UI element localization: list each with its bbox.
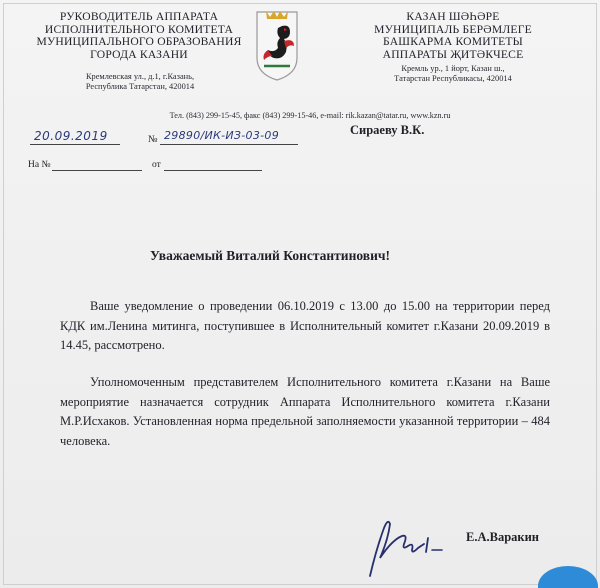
- date-underline: [30, 144, 120, 145]
- contact-line: Тел. (843) 299-15-45, факс (843) 299-15-46, e-mail: rik.kazan@tatar.ru, www.kzn.ru: [169, 111, 451, 120]
- handwritten-number: 29890/ИК-ИЗ-03-09: [164, 129, 280, 142]
- header-right-title: [330, 11, 576, 61]
- reference-date-blank: [164, 170, 262, 171]
- body-paragraph: Уполномоченным представителем Исполнительного комитета г.Казани на Ваше мероприятие назначается сотрудник Аппарата Исполнительного комитета г.Казани М.Р.Исхаков. Установленная норма предельной заполняемости указанной территории – 484 человека.: [60, 375, 550, 448]
- header-right-line: БАШКАРМА КОМИТЕТЫ: [383, 35, 523, 49]
- number-sign: №: [148, 134, 158, 145]
- header-left-line: МУНИЦИПАЛЬНОГО ОБРАЗОВАНИЯ: [36, 35, 242, 49]
- signer-name: Е.А.Варакин: [466, 530, 540, 544]
- header-left-line: ГОРОДА КАЗАНИ: [90, 47, 188, 61]
- handwritten-signature-icon: [362, 500, 452, 580]
- reference-date-label: от: [152, 160, 161, 170]
- body-paragraph: Ваше уведомление о проведении 06.10.2019 с 13.00 до 15.00 на территории перед КДК им.Ленина митинга, поступившее в Исполнительный комитет г.Казани 20.09.2019 в 14.45, рассмотрено.: [60, 299, 550, 353]
- address-line: Татарстан Республикасы, 420014: [394, 74, 512, 83]
- addressee: Сираеву В.К.: [350, 123, 425, 137]
- address-line: Кремль ур., 1 йорт, Казан ш.,: [401, 64, 505, 73]
- salutation: Уважаемый Виталий Константинович!: [150, 248, 390, 263]
- kazan-coat-of-arms-icon: [254, 8, 300, 82]
- reference-number-label: На №: [28, 160, 51, 170]
- address-line: Кремлевская ул., д.1, г.Казань,: [85, 72, 195, 81]
- number-underline: [160, 144, 298, 145]
- header-right-address: [350, 64, 556, 84]
- header-right-line: АППАРАТЫ ҖИТӘКЧЕСЕ: [382, 47, 524, 61]
- header-left-title: [14, 11, 264, 61]
- header-right-line: КАЗАН ШӘҺӘРЕ: [406, 10, 500, 23]
- address-line: Республика Татарстан, 420014: [85, 82, 195, 91]
- header-left-line: ИСПОЛНИТЕЛЬНОГО КОМИТЕТА: [44, 22, 234, 36]
- reference-number-blank: [52, 170, 142, 171]
- corner-overlay: [538, 566, 598, 588]
- header-left-line: РУКОВОДИТЕЛЬ АППАРАТА: [59, 10, 219, 23]
- header-left-address: [40, 72, 240, 92]
- header-right-line: МУНИЦИПАЛЬ БЕРӘМЛЕГЕ: [374, 22, 532, 36]
- handwritten-date: 20.09.2019: [34, 129, 108, 143]
